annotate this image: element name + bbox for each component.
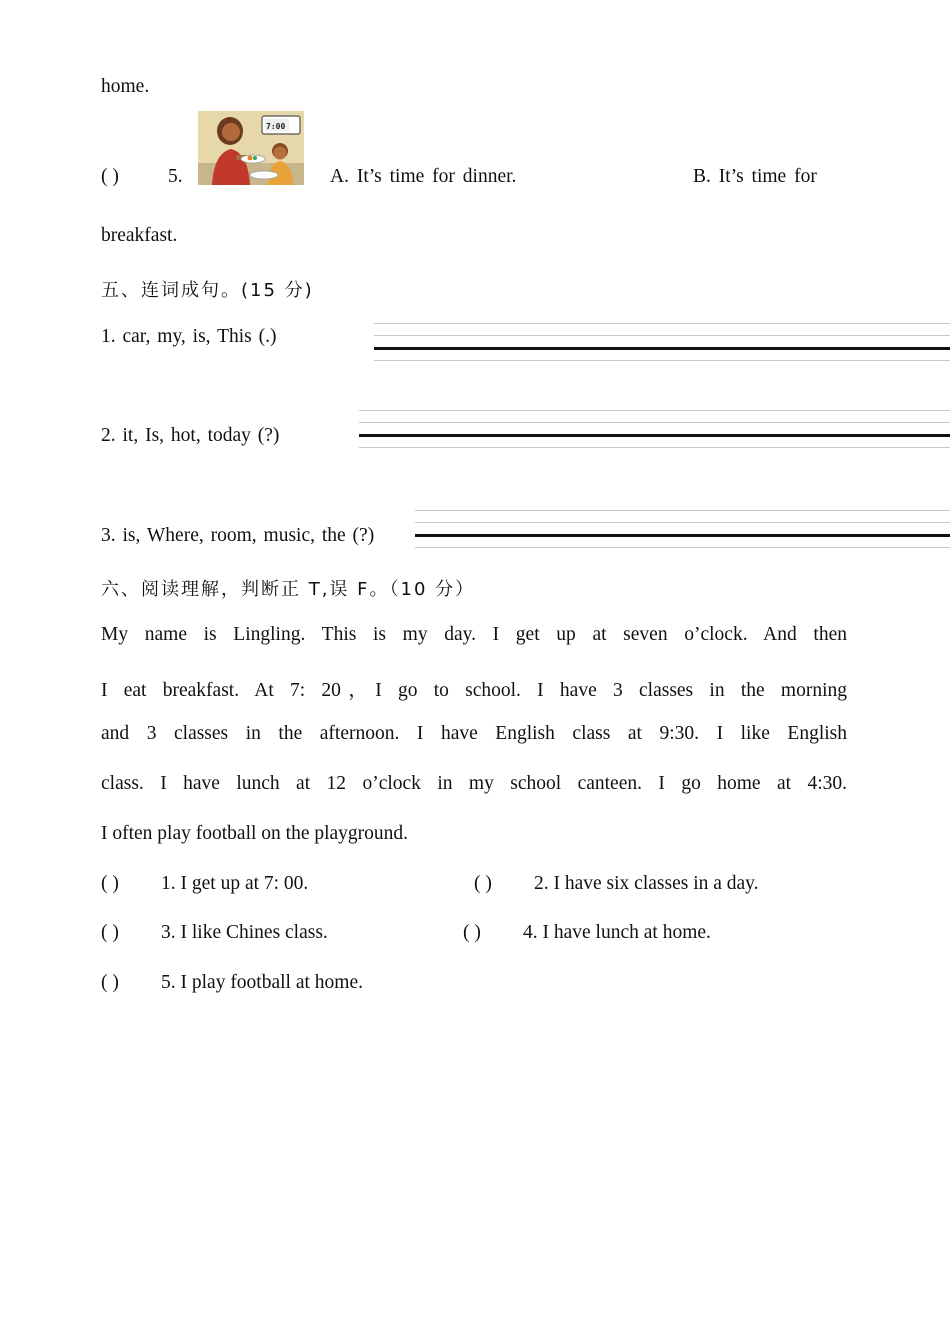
tf-paren-3[interactable]: ( ) xyxy=(101,922,119,943)
passage-line-4: class. I have lunch at 12 o’clock in my school canteen. I go home at 4:30. xyxy=(101,773,847,794)
tf-statement-4: 4. I have lunch at home. xyxy=(523,922,711,943)
svg-text:7:00: 7:00 xyxy=(266,122,286,131)
clock-icon xyxy=(262,116,300,134)
option-b-continuation: breakfast. xyxy=(101,225,178,246)
tf-statement-1: 1. I get up at 7: 00. xyxy=(161,873,309,894)
tf-paren-1[interactable]: ( ) xyxy=(101,873,119,894)
section-5-title: 五、连词成句。(15 分) xyxy=(101,280,314,301)
answer-line-2[interactable] xyxy=(359,407,950,451)
tf-statement-2: 2. I have six classes in a day. xyxy=(534,873,759,894)
scrambled-item-3: 3. is, Where, room, music, the (?) xyxy=(101,525,375,546)
passage-line-1: My name is Lingling. This is my day. I get up at seven o’clock. And then xyxy=(101,624,847,645)
scrambled-item-2: 2. it, Is, hot, today (?) xyxy=(101,425,280,446)
tf-statement-3: 3. I like Chines class. xyxy=(161,922,328,943)
tf-paren-2[interactable]: ( ) xyxy=(474,873,492,894)
answer-paren[interactable]: ( ) xyxy=(101,166,119,187)
passage-line-2: I eat breakfast. At 7: 20，I go to school. I have 3 classes in the morning xyxy=(101,680,847,701)
section-6-title: 六、阅读理解，判断正 T,误 F。（10 分） xyxy=(101,579,476,600)
option-b[interactable]: B. It’s time for xyxy=(693,166,817,187)
passage-line-5: I often play football on the playground. xyxy=(101,823,409,844)
tf-statement-5: 5. I play football at home. xyxy=(161,972,363,993)
option-a[interactable]: A. It’s time for dinner. xyxy=(330,166,517,187)
answer-line-3[interactable] xyxy=(415,507,950,551)
answer-line-1[interactable] xyxy=(374,320,950,364)
item-number: 5. xyxy=(168,166,183,187)
scrambled-item-1: 1. car, my, is, This (.) xyxy=(101,326,277,347)
prev-item-tail: home. xyxy=(101,76,150,97)
passage-line-3: and 3 classes in the afternoon. I have English class at 9:30. I like English xyxy=(101,723,847,744)
tf-paren-5[interactable]: ( ) xyxy=(101,972,119,993)
breakfast-illustration xyxy=(198,111,304,185)
tf-paren-4[interactable]: ( ) xyxy=(463,922,481,943)
